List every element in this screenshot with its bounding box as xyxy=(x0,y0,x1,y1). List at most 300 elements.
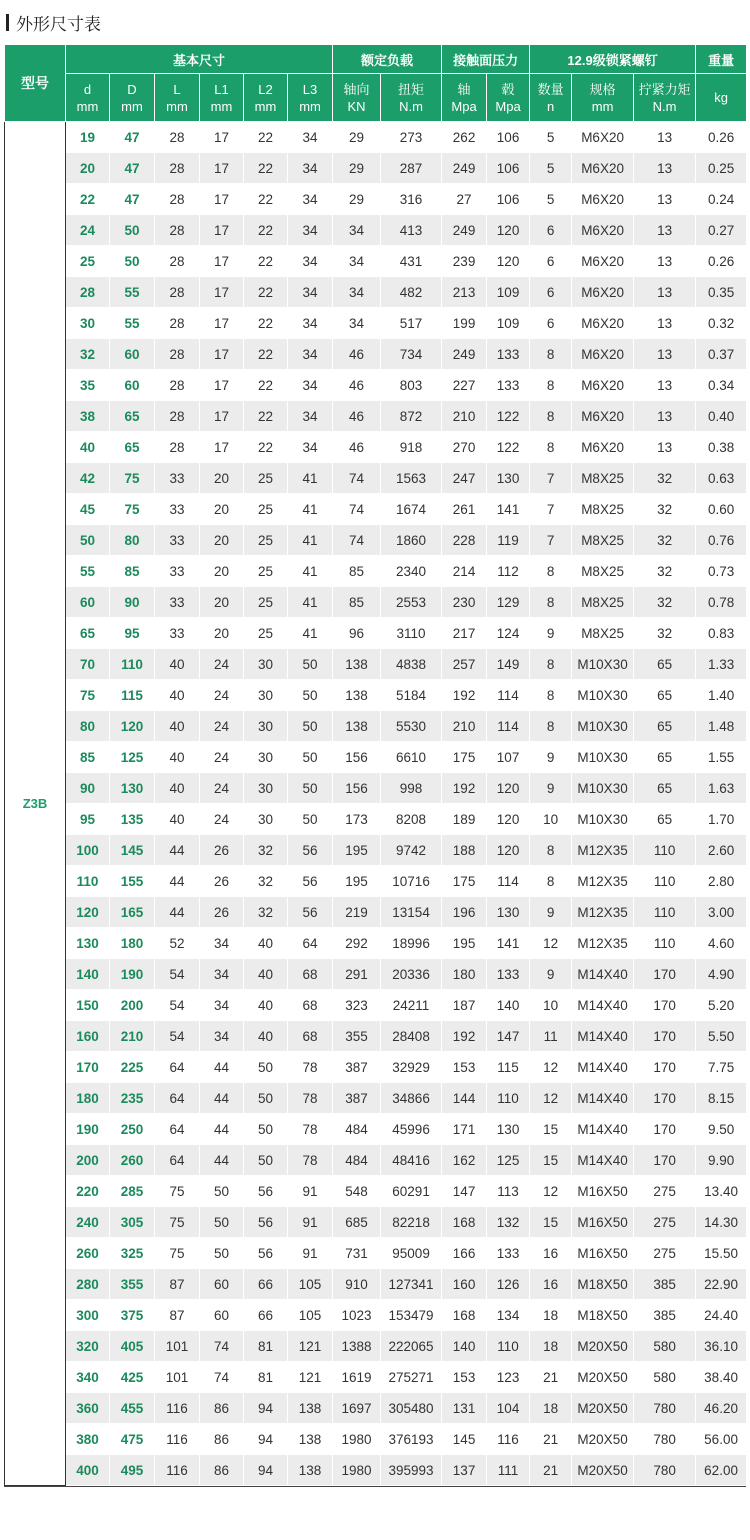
cell-L3: 138 xyxy=(288,1393,333,1424)
table-row xyxy=(5,835,747,866)
header-model: 型号 xyxy=(5,45,66,122)
cell-hub-pressure: 133 xyxy=(487,959,530,990)
cell-L2: 22 xyxy=(244,339,288,370)
cell-axial-load: 1980 xyxy=(333,1424,381,1455)
cell-D: 60 xyxy=(110,370,155,401)
cell-axial-load: 46 xyxy=(333,370,381,401)
cell-shaft-pressure: 261 xyxy=(442,494,487,525)
cell-D: 80 xyxy=(110,525,155,556)
cell-axial-load: 34 xyxy=(333,246,381,277)
cell-weight: 1.55 xyxy=(696,742,747,773)
cell-L2: 30 xyxy=(244,680,288,711)
cell-L2: 66 xyxy=(244,1269,288,1300)
cell-L3: 41 xyxy=(288,618,333,649)
subheader-line1: kg xyxy=(714,90,728,105)
cell-L: 75 xyxy=(155,1207,200,1238)
cell-shaft-pressure: 257 xyxy=(442,649,487,680)
subheader-D xyxy=(110,74,155,122)
cell-hub-pressure: 133 xyxy=(487,370,530,401)
page-title: 外形尺寸表 xyxy=(16,14,101,35)
cell-L: 28 xyxy=(155,401,200,432)
cell-d: 45 xyxy=(66,494,110,525)
table-row xyxy=(5,680,747,711)
cell-L1: 17 xyxy=(200,122,244,153)
cell-shaft-pressure: 162 xyxy=(442,1145,487,1176)
cell-L2: 22 xyxy=(244,184,288,215)
cell-torque: 13154 xyxy=(381,897,442,928)
cell-d: 85 xyxy=(66,742,110,773)
cell-torque: 431 xyxy=(381,246,442,277)
cell-L1: 20 xyxy=(200,587,244,618)
cell-tightening-torque: 32 xyxy=(634,618,696,649)
cell-L: 116 xyxy=(155,1424,200,1455)
cell-d: 340 xyxy=(66,1362,110,1393)
cell-tightening-torque: 385 xyxy=(634,1269,696,1300)
cell-hub-pressure: 119 xyxy=(487,525,530,556)
cell-d: 150 xyxy=(66,990,110,1021)
cell-D: 60 xyxy=(110,339,155,370)
cell-tightening-torque: 13 xyxy=(634,122,696,153)
cell-L3: 34 xyxy=(288,122,333,153)
cell-L1: 17 xyxy=(200,339,244,370)
cell-screw-spec: M6X20 xyxy=(572,370,634,401)
cell-L2: 25 xyxy=(244,463,288,494)
cell-hub-pressure: 109 xyxy=(487,277,530,308)
cell-screw-qty: 18 xyxy=(530,1331,572,1362)
table-row xyxy=(5,928,747,959)
cell-screw-spec: M14X40 xyxy=(572,990,634,1021)
cell-weight: 13.40 xyxy=(696,1176,747,1207)
cell-axial-load: 910 xyxy=(333,1269,381,1300)
cell-hub-pressure: 130 xyxy=(487,1114,530,1145)
cell-L1: 26 xyxy=(200,866,244,897)
cell-screw-qty: 15 xyxy=(530,1114,572,1145)
cell-weight: 0.37 xyxy=(696,339,747,370)
cell-axial-load: 1023 xyxy=(333,1300,381,1331)
cell-L1: 86 xyxy=(200,1455,244,1486)
cell-L3: 56 xyxy=(288,866,333,897)
cell-weight: 2.80 xyxy=(696,866,747,897)
cell-torque: 28408 xyxy=(381,1021,442,1052)
cell-D: 190 xyxy=(110,959,155,990)
cell-L3: 91 xyxy=(288,1238,333,1269)
cell-screw-spec: M8X25 xyxy=(572,556,634,587)
cell-tightening-torque: 170 xyxy=(634,990,696,1021)
table-row xyxy=(5,587,747,618)
cell-L1: 34 xyxy=(200,1021,244,1052)
cell-weight: 0.24 xyxy=(696,184,747,215)
cell-L3: 34 xyxy=(288,308,333,339)
subheader-line1: L3 xyxy=(302,81,318,97)
cell-tightening-torque: 13 xyxy=(634,215,696,246)
cell-torque: 305480 xyxy=(381,1393,442,1424)
cell-D: 495 xyxy=(110,1455,155,1486)
cell-axial-load: 323 xyxy=(333,990,381,1021)
cell-D: 55 xyxy=(110,308,155,339)
cell-tightening-torque: 13 xyxy=(634,432,696,463)
cell-shaft-pressure: 196 xyxy=(442,897,487,928)
subheader-L2 xyxy=(244,74,288,122)
table-row xyxy=(5,1114,747,1145)
table-row xyxy=(5,1331,747,1362)
cell-weight: 0.73 xyxy=(696,556,747,587)
table-row xyxy=(5,401,747,432)
cell-d: 32 xyxy=(66,339,110,370)
cell-screw-qty: 8 xyxy=(530,835,572,866)
cell-screw-qty: 5 xyxy=(530,153,572,184)
cell-d: 24 xyxy=(66,215,110,246)
cell-L2: 30 xyxy=(244,804,288,835)
cell-screw-spec: M20X50 xyxy=(572,1393,634,1424)
cell-L1: 86 xyxy=(200,1393,244,1424)
table-row xyxy=(5,556,747,587)
cell-screw-spec: M10X30 xyxy=(572,742,634,773)
cell-hub-pressure: 133 xyxy=(487,1238,530,1269)
cell-L: 28 xyxy=(155,308,200,339)
cell-screw-qty: 18 xyxy=(530,1393,572,1424)
cell-hub-pressure: 107 xyxy=(487,742,530,773)
cell-tightening-torque: 780 xyxy=(634,1455,696,1486)
cell-L2: 81 xyxy=(244,1362,288,1393)
cell-screw-qty: 9 xyxy=(530,773,572,804)
cell-L3: 34 xyxy=(288,246,333,277)
cell-L2: 94 xyxy=(244,1455,288,1486)
cell-screw-qty: 12 xyxy=(530,1052,572,1083)
cell-d: 75 xyxy=(66,680,110,711)
cell-hub-pressure: 120 xyxy=(487,215,530,246)
cell-D: 305 xyxy=(110,1207,155,1238)
cell-screw-qty: 8 xyxy=(530,370,572,401)
cell-d: 180 xyxy=(66,1083,110,1114)
cell-L2: 40 xyxy=(244,959,288,990)
cell-screw-spec: M14X40 xyxy=(572,1083,634,1114)
cell-weight: 3.00 xyxy=(696,897,747,928)
cell-L2: 50 xyxy=(244,1052,288,1083)
subheader-line2: N.m xyxy=(399,98,423,114)
subheader-line1: 毂 xyxy=(501,81,515,97)
cell-axial-load: 85 xyxy=(333,587,381,618)
cell-screw-spec: M12X35 xyxy=(572,866,634,897)
cell-weight: 38.40 xyxy=(696,1362,747,1393)
cell-L2: 22 xyxy=(244,370,288,401)
cell-d: 40 xyxy=(66,432,110,463)
cell-torque: 1674 xyxy=(381,494,442,525)
cell-torque: 734 xyxy=(381,339,442,370)
cell-L1: 86 xyxy=(200,1424,244,1455)
cell-torque: 395993 xyxy=(381,1455,442,1486)
cell-axial-load: 138 xyxy=(333,649,381,680)
cell-screw-spec: M6X20 xyxy=(572,308,634,339)
cell-L3: 121 xyxy=(288,1331,333,1362)
cell-shaft-pressure: 247 xyxy=(442,463,487,494)
dimension-table xyxy=(4,44,747,1486)
cell-L1: 20 xyxy=(200,556,244,587)
cell-d: 25 xyxy=(66,246,110,277)
cell-L1: 17 xyxy=(200,215,244,246)
cell-d: 360 xyxy=(66,1393,110,1424)
cell-L1: 20 xyxy=(200,463,244,494)
cell-screw-spec: M8X25 xyxy=(572,494,634,525)
cell-screw-qty: 15 xyxy=(530,1145,572,1176)
cell-L3: 41 xyxy=(288,525,333,556)
cell-D: 115 xyxy=(110,680,155,711)
cell-weight: 1.33 xyxy=(696,649,747,680)
cell-L1: 74 xyxy=(200,1362,244,1393)
cell-screw-qty: 16 xyxy=(530,1269,572,1300)
cell-L: 101 xyxy=(155,1331,200,1362)
cell-torque: 413 xyxy=(381,215,442,246)
cell-shaft-pressure: 192 xyxy=(442,1021,487,1052)
cell-L2: 30 xyxy=(244,711,288,742)
cell-L3: 91 xyxy=(288,1207,333,1238)
table-row xyxy=(5,1052,747,1083)
cell-L: 40 xyxy=(155,649,200,680)
cell-L1: 44 xyxy=(200,1114,244,1145)
cell-D: 235 xyxy=(110,1083,155,1114)
cell-torque: 918 xyxy=(381,432,442,463)
cell-L: 28 xyxy=(155,215,200,246)
cell-L1: 24 xyxy=(200,649,244,680)
cell-L: 64 xyxy=(155,1083,200,1114)
table-body xyxy=(5,122,747,1486)
subheader-weight xyxy=(696,74,747,122)
cell-L3: 91 xyxy=(288,1176,333,1207)
cell-torque: 18996 xyxy=(381,928,442,959)
cell-tightening-torque: 13 xyxy=(634,339,696,370)
cell-tightening-torque: 65 xyxy=(634,804,696,835)
cell-L1: 17 xyxy=(200,277,244,308)
cell-screw-spec: M16X50 xyxy=(572,1207,634,1238)
cell-d: 95 xyxy=(66,804,110,835)
cell-screw-qty: 8 xyxy=(530,649,572,680)
cell-L1: 34 xyxy=(200,990,244,1021)
cell-L2: 40 xyxy=(244,928,288,959)
cell-shaft-pressure: 249 xyxy=(442,339,487,370)
table-row xyxy=(5,1424,747,1455)
cell-L3: 68 xyxy=(288,990,333,1021)
subheader-line1: 轴 xyxy=(457,81,471,97)
cell-torque: 24211 xyxy=(381,990,442,1021)
cell-axial-load: 292 xyxy=(333,928,381,959)
subheader-tightening xyxy=(634,74,696,122)
cell-tightening-torque: 65 xyxy=(634,742,696,773)
cell-hub-pressure: 133 xyxy=(487,339,530,370)
subheader-line1: L1 xyxy=(214,81,229,97)
cell-d: 100 xyxy=(66,835,110,866)
cell-L2: 22 xyxy=(244,401,288,432)
cell-weight: 46.20 xyxy=(696,1393,747,1424)
cell-d: 55 xyxy=(66,556,110,587)
table-row xyxy=(5,215,747,246)
cell-d: 22 xyxy=(66,184,110,215)
cell-L3: 41 xyxy=(288,494,333,525)
cell-L: 64 xyxy=(155,1114,200,1145)
cell-L3: 34 xyxy=(288,277,333,308)
cell-weight: 4.90 xyxy=(696,959,747,990)
cell-L: 28 xyxy=(155,432,200,463)
cell-L: 33 xyxy=(155,494,200,525)
cell-screw-qty: 5 xyxy=(530,184,572,215)
cell-L1: 17 xyxy=(200,246,244,277)
cell-screw-qty: 10 xyxy=(530,804,572,835)
cell-screw-qty: 21 xyxy=(530,1455,572,1486)
cell-d: 38 xyxy=(66,401,110,432)
cell-torque: 4838 xyxy=(381,649,442,680)
cell-L2: 94 xyxy=(244,1424,288,1455)
cell-L1: 44 xyxy=(200,1145,244,1176)
cell-weight: 5.20 xyxy=(696,990,747,1021)
cell-L2: 94 xyxy=(244,1393,288,1424)
cell-axial-load: 34 xyxy=(333,215,381,246)
cell-screw-qty: 8 xyxy=(530,556,572,587)
cell-D: 47 xyxy=(110,153,155,184)
cell-d: 140 xyxy=(66,959,110,990)
cell-D: 180 xyxy=(110,928,155,959)
cell-hub-pressure: 130 xyxy=(487,463,530,494)
cell-L1: 60 xyxy=(200,1300,244,1331)
cell-axial-load: 96 xyxy=(333,618,381,649)
cell-L: 33 xyxy=(155,556,200,587)
cell-D: 95 xyxy=(110,618,155,649)
cell-screw-spec: M14X40 xyxy=(572,1145,634,1176)
table-header xyxy=(5,45,747,122)
subheader-line1: 拧紧力矩 xyxy=(638,81,691,97)
cell-tightening-torque: 32 xyxy=(634,494,696,525)
cell-hub-pressure: 141 xyxy=(487,494,530,525)
cell-shaft-pressure: 192 xyxy=(442,773,487,804)
table-bottom-border xyxy=(4,1486,746,1487)
cell-axial-load: 1697 xyxy=(333,1393,381,1424)
cell-weight: 0.76 xyxy=(696,525,747,556)
cell-hub-pressure: 120 xyxy=(487,773,530,804)
cell-L1: 34 xyxy=(200,959,244,990)
cell-torque: 872 xyxy=(381,401,442,432)
cell-axial-load: 156 xyxy=(333,742,381,773)
subheader-line1: 数量 xyxy=(537,81,564,97)
cell-weight: 0.40 xyxy=(696,401,747,432)
cell-L2: 22 xyxy=(244,432,288,463)
cell-hub-pressure: 120 xyxy=(487,246,530,277)
cell-screw-spec: M12X35 xyxy=(572,928,634,959)
cell-L3: 68 xyxy=(288,1021,333,1052)
cell-L3: 34 xyxy=(288,432,333,463)
cell-weight: 62.00 xyxy=(696,1455,747,1486)
cell-shaft-pressure: 27 xyxy=(442,184,487,215)
cell-d: 90 xyxy=(66,773,110,804)
cell-D: 120 xyxy=(110,711,155,742)
cell-L: 33 xyxy=(155,587,200,618)
table-row xyxy=(5,1300,747,1331)
cell-screw-qty: 8 xyxy=(530,680,572,711)
cell-torque: 275271 xyxy=(381,1362,442,1393)
cell-L2: 25 xyxy=(244,525,288,556)
cell-L3: 50 xyxy=(288,649,333,680)
table-row xyxy=(5,1176,747,1207)
cell-screw-spec: M8X25 xyxy=(572,618,634,649)
cell-screw-qty: 6 xyxy=(530,308,572,339)
cell-tightening-torque: 65 xyxy=(634,711,696,742)
cell-L: 75 xyxy=(155,1176,200,1207)
cell-L2: 50 xyxy=(244,1114,288,1145)
cell-d: 42 xyxy=(66,463,110,494)
cell-L1: 20 xyxy=(200,525,244,556)
cell-torque: 48416 xyxy=(381,1145,442,1176)
table-row xyxy=(5,153,747,184)
subheader-line2: mm xyxy=(299,98,321,114)
cell-d: 80 xyxy=(66,711,110,742)
cell-axial-load: 85 xyxy=(333,556,381,587)
cell-hub-pressure: 130 xyxy=(487,897,530,928)
cell-d: 28 xyxy=(66,277,110,308)
cell-screw-qty: 15 xyxy=(530,1207,572,1238)
cell-weight: 0.35 xyxy=(696,277,747,308)
cell-screw-spec: M18X50 xyxy=(572,1269,634,1300)
cell-D: 425 xyxy=(110,1362,155,1393)
cell-torque: 273 xyxy=(381,122,442,153)
cell-screw-qty: 21 xyxy=(530,1424,572,1455)
cell-L: 64 xyxy=(155,1052,200,1083)
cell-axial-load: 138 xyxy=(333,680,381,711)
cell-L2: 30 xyxy=(244,773,288,804)
cell-L: 40 xyxy=(155,680,200,711)
cell-shaft-pressure: 217 xyxy=(442,618,487,649)
cell-weight: 14.30 xyxy=(696,1207,747,1238)
cell-torque: 95009 xyxy=(381,1238,442,1269)
cell-L: 33 xyxy=(155,618,200,649)
cell-L3: 64 xyxy=(288,928,333,959)
cell-screw-spec: M16X50 xyxy=(572,1176,634,1207)
cell-shaft-pressure: 249 xyxy=(442,215,487,246)
cell-torque: 32929 xyxy=(381,1052,442,1083)
cell-torque: 127341 xyxy=(381,1269,442,1300)
cell-L2: 56 xyxy=(244,1207,288,1238)
cell-hub-pressure: 114 xyxy=(487,711,530,742)
cell-L: 52 xyxy=(155,928,200,959)
cell-D: 50 xyxy=(110,215,155,246)
cell-d: 240 xyxy=(66,1207,110,1238)
cell-d: 60 xyxy=(66,587,110,618)
cell-d: 260 xyxy=(66,1238,110,1269)
cell-hub-pressure: 125 xyxy=(487,1145,530,1176)
cell-shaft-pressure: 210 xyxy=(442,711,487,742)
cell-torque: 998 xyxy=(381,773,442,804)
cell-axial-load: 548 xyxy=(333,1176,381,1207)
cell-torque: 20336 xyxy=(381,959,442,990)
cell-D: 375 xyxy=(110,1300,155,1331)
cell-d: 120 xyxy=(66,897,110,928)
subheader-shaft xyxy=(442,74,487,122)
table-row xyxy=(5,742,747,773)
cell-D: 165 xyxy=(110,897,155,928)
subheader-spec xyxy=(572,74,634,122)
cell-screw-spec: M14X40 xyxy=(572,1052,634,1083)
subheader-line2: mm xyxy=(254,98,277,114)
cell-hub-pressure: 112 xyxy=(487,556,530,587)
cell-shaft-pressure: 210 xyxy=(442,401,487,432)
table-row xyxy=(5,1083,747,1114)
cell-screw-spec: M6X20 xyxy=(572,215,634,246)
cell-axial-load: 173 xyxy=(333,804,381,835)
cell-axial-load: 46 xyxy=(333,432,381,463)
cell-tightening-torque: 32 xyxy=(634,587,696,618)
cell-L3: 78 xyxy=(288,1145,333,1176)
cell-weight: 0.63 xyxy=(696,463,747,494)
cell-hub-pressure: 149 xyxy=(487,649,530,680)
cell-tightening-torque: 13 xyxy=(634,246,696,277)
table-row xyxy=(5,246,747,277)
cell-screw-spec: M8X25 xyxy=(572,587,634,618)
cell-screw-spec: M12X35 xyxy=(572,897,634,928)
